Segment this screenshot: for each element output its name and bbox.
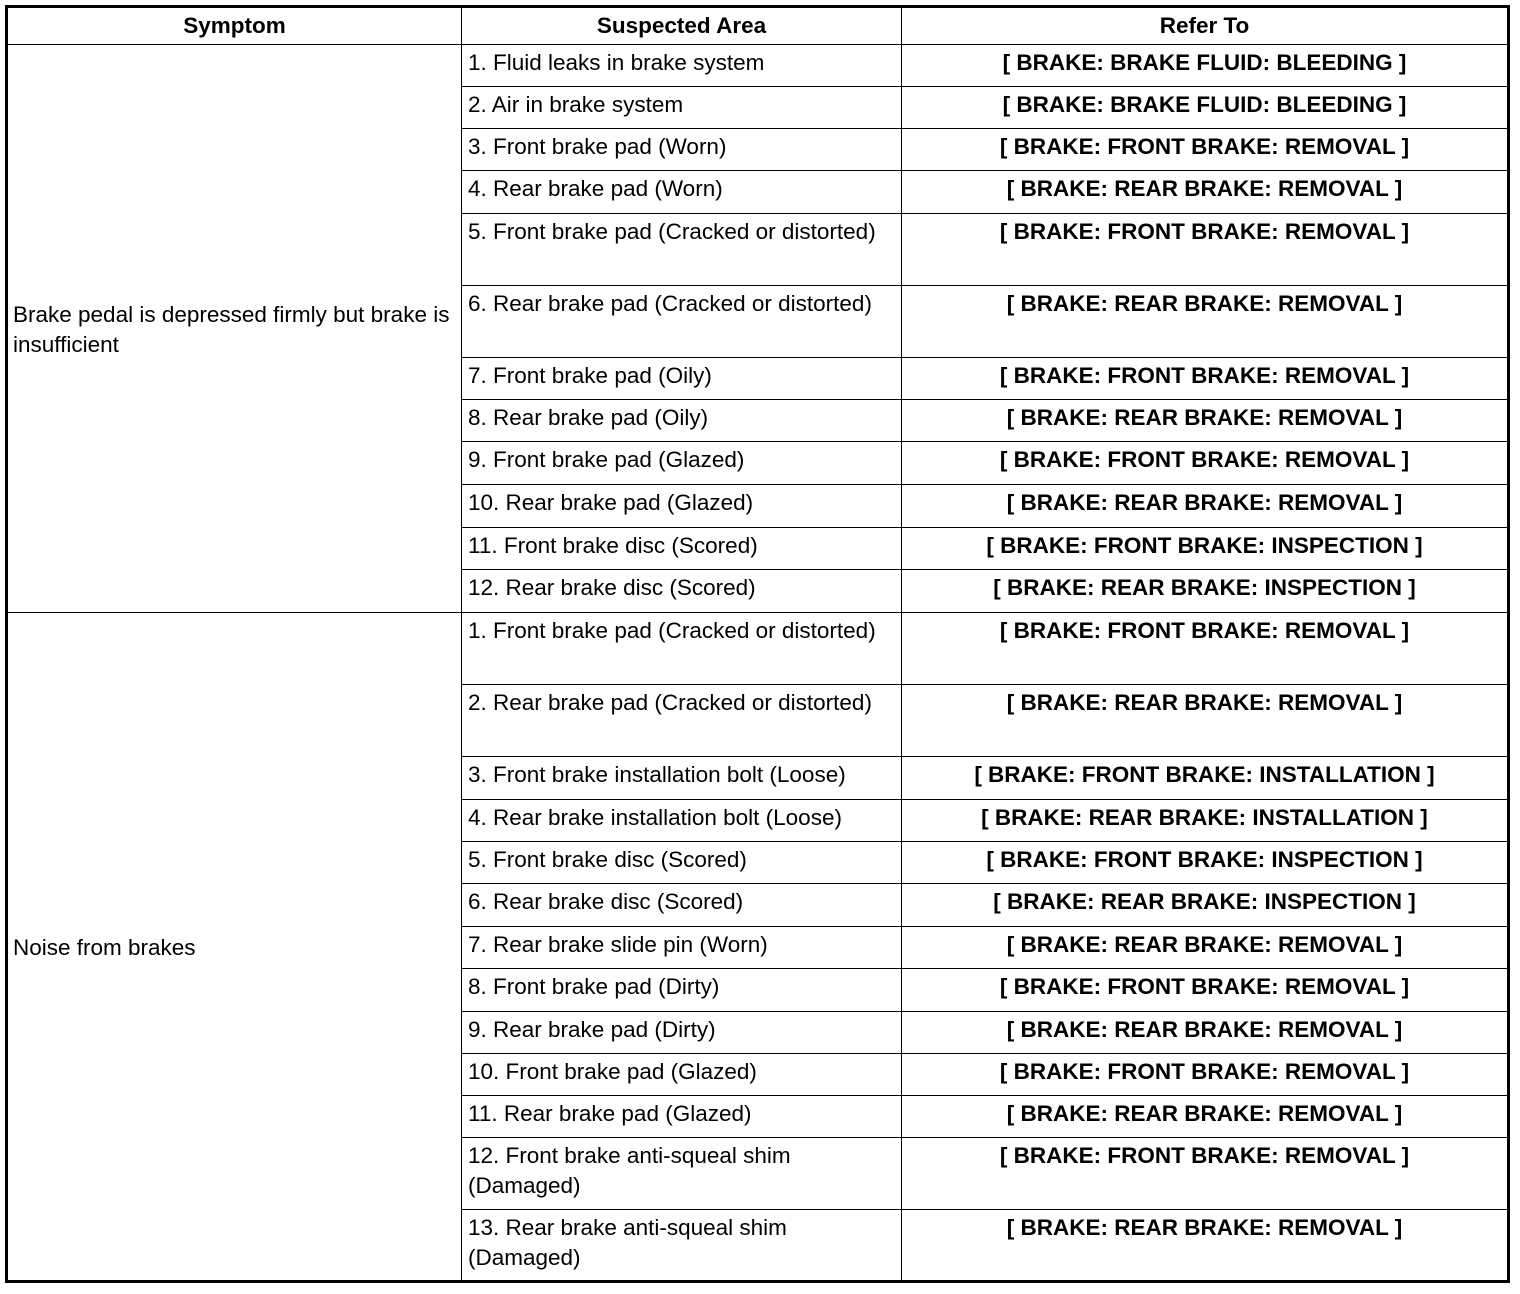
suspected-area-cell: 11. Rear brake pad (Glazed) xyxy=(462,1096,902,1138)
header-row xyxy=(7,7,1509,45)
suspected-area-cell: 2. Rear brake pad (Cracked or distorted) xyxy=(462,685,902,757)
suspected-area-cell: 9. Front brake pad (Glazed) xyxy=(462,442,902,485)
suspected-area-cell: 9. Rear brake pad (Dirty) xyxy=(462,1012,902,1054)
suspected-area-cell: 13. Rear brake anti-squeal shim (Damaged) xyxy=(462,1210,902,1282)
refer-to-link[interactable]: [ BRAKE: FRONT BRAKE: REMOVAL ] xyxy=(902,358,1509,400)
refer-to-link[interactable]: [ BRAKE: REAR BRAKE: REMOVAL ] xyxy=(902,485,1509,528)
table-header xyxy=(7,7,1509,45)
troubleshooting-table xyxy=(5,5,1510,1283)
refer-to-link[interactable]: [ BRAKE: FRONT BRAKE: REMOVAL ] xyxy=(902,129,1509,171)
table-row xyxy=(7,45,1509,87)
refer-to-link[interactable]: [ BRAKE: REAR BRAKE: REMOVAL ] xyxy=(902,171,1509,214)
suspected-area-cell: 6. Rear brake pad (Cracked or distorted) xyxy=(462,286,902,358)
table-body xyxy=(7,45,1509,1282)
refer-to-link[interactable]: [ BRAKE: REAR BRAKE: REMOVAL ] xyxy=(902,400,1509,442)
refer-to-link[interactable]: [ BRAKE: BRAKE FLUID: BLEEDING ] xyxy=(902,45,1509,87)
table-row xyxy=(7,613,1509,685)
suspected-area-cell: 1. Fluid leaks in brake system xyxy=(462,45,902,87)
suspected-area-cell: 6. Rear brake disc (Scored) xyxy=(462,884,902,927)
symptom-cell: Brake pedal is depressed firmly but brake is insufficient xyxy=(7,45,462,613)
suspected-area-cell: 5. Front brake disc (Scored) xyxy=(462,842,902,884)
suspected-area-cell: 12. Rear brake disc (Scored) xyxy=(462,570,902,613)
suspected-area-cell: 7. Front brake pad (Oily) xyxy=(462,358,902,400)
suspected-area-cell: 7. Rear brake slide pin (Worn) xyxy=(462,927,902,969)
refer-to-link[interactable]: [ BRAKE: FRONT BRAKE: INSPECTION ] xyxy=(902,842,1509,884)
suspected-area-cell: 8. Rear brake pad (Oily) xyxy=(462,400,902,442)
suspected-area-cell: 1. Front brake pad (Cracked or distorted) xyxy=(462,613,902,685)
refer-to-link[interactable]: [ BRAKE: REAR BRAKE: INSTALLATION ] xyxy=(902,800,1509,842)
refer-to-link[interactable]: [ BRAKE: BRAKE FLUID: BLEEDING ] xyxy=(902,87,1509,129)
header-suspected-area: Suspected Area xyxy=(462,7,902,45)
refer-to-link[interactable]: [ BRAKE: FRONT BRAKE: REMOVAL ] xyxy=(902,969,1509,1012)
refer-to-link[interactable]: [ BRAKE: REAR BRAKE: REMOVAL ] xyxy=(902,1210,1509,1282)
header-refer-to: Refer To xyxy=(902,7,1509,45)
suspected-area-cell: 11. Front brake disc (Scored) xyxy=(462,528,902,570)
refer-to-link[interactable]: [ BRAKE: FRONT BRAKE: INSPECTION ] xyxy=(902,528,1509,570)
suspected-area-cell: 4. Rear brake installation bolt (Loose) xyxy=(462,800,902,842)
refer-to-link[interactable]: [ BRAKE: FRONT BRAKE: REMOVAL ] xyxy=(902,1138,1509,1210)
header-symptom: Symptom xyxy=(7,7,462,45)
suspected-area-cell: 3. Front brake pad (Worn) xyxy=(462,129,902,171)
refer-to-link[interactable]: [ BRAKE: FRONT BRAKE: REMOVAL ] xyxy=(902,442,1509,485)
refer-to-link[interactable]: [ BRAKE: REAR BRAKE: INSPECTION ] xyxy=(902,884,1509,927)
suspected-area-cell: 5. Front brake pad (Cracked or distorted) xyxy=(462,214,902,286)
refer-to-link[interactable]: [ BRAKE: FRONT BRAKE: REMOVAL ] xyxy=(902,1054,1509,1096)
refer-to-link[interactable]: [ BRAKE: REAR BRAKE: REMOVAL ] xyxy=(902,1012,1509,1054)
refer-to-link[interactable]: [ BRAKE: REAR BRAKE: INSPECTION ] xyxy=(902,570,1509,613)
refer-to-link[interactable]: [ BRAKE: REAR BRAKE: REMOVAL ] xyxy=(902,685,1509,757)
suspected-area-cell: 10. Front brake pad (Glazed) xyxy=(462,1054,902,1096)
refer-to-link[interactable]: [ BRAKE: REAR BRAKE: REMOVAL ] xyxy=(902,1096,1509,1138)
suspected-area-cell: 4. Rear brake pad (Worn) xyxy=(462,171,902,214)
refer-to-link[interactable]: [ BRAKE: REAR BRAKE: REMOVAL ] xyxy=(902,286,1509,358)
refer-to-link[interactable]: [ BRAKE: FRONT BRAKE: REMOVAL ] xyxy=(902,613,1509,685)
suspected-area-cell: 8. Front brake pad (Dirty) xyxy=(462,969,902,1012)
suspected-area-cell: 2. Air in brake system xyxy=(462,87,902,129)
suspected-area-cell: 12. Front brake anti-squeal shim (Damaged) xyxy=(462,1138,902,1210)
symptom-cell: Noise from brakes xyxy=(7,613,462,1282)
refer-to-link[interactable]: [ BRAKE: REAR BRAKE: REMOVAL ] xyxy=(902,927,1509,969)
refer-to-link[interactable]: [ BRAKE: FRONT BRAKE: INSTALLATION ] xyxy=(902,757,1509,800)
suspected-area-cell: 3. Front brake installation bolt (Loose) xyxy=(462,757,902,800)
refer-to-link[interactable]: [ BRAKE: FRONT BRAKE: REMOVAL ] xyxy=(902,214,1509,286)
suspected-area-cell: 10. Rear brake pad (Glazed) xyxy=(462,485,902,528)
